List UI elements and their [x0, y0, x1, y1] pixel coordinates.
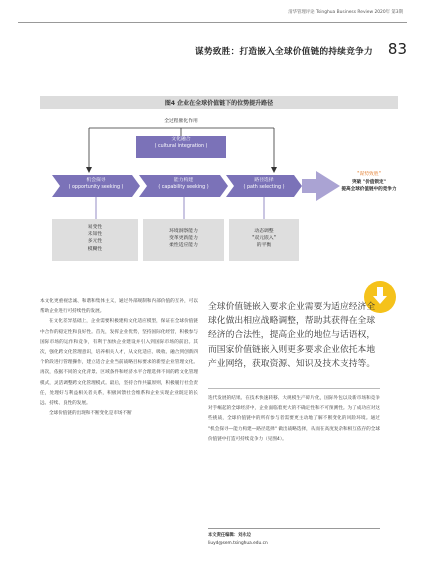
stage-capability-label: [143, 178, 224, 192]
editor-name: 本文责任编辑：刘永边: [208, 533, 251, 538]
page-number: 83: [387, 40, 407, 58]
right-column: [208, 394, 380, 445]
journal-header: 清华管理评论 Tsinghua Business Review 2020年 第3期: [288, 10, 403, 15]
left-paragraph-1: 本文化更重视忠诚、和谐和集体主义，通过外部规制和内部价值的互补，可以帮助企业进行可持续性的发展。: [40, 299, 198, 315]
outcome-label: [340, 172, 398, 193]
catalyst-arrowhead-right: [271, 167, 277, 173]
culture-en: ( cultural integration ): [154, 143, 208, 149]
trait-2: 未知性: [87, 232, 103, 238]
trait-4: 模糊性: [87, 246, 103, 252]
header-rule: [18, 22, 407, 23]
pull-quote-rule: [208, 388, 380, 389]
capability-3: 柔性适应能力: [169, 243, 198, 249]
stage-capability-cn: 能力构建: [173, 178, 194, 183]
stage-opportunity-en: ( opportunity seeking ): [68, 184, 124, 190]
left-column: [40, 297, 198, 419]
right-paragraph: 迭代发展的结果。在技术快速转移、大规模生产碎片化，国际外包以及新市场和竞争对手崛起的全球经济中，企业面临着更大的不确定性和不可预测性。为了成功应对这些挑战，全球价值链中的所有参与者需要更主动地了解不断变化的风险环境。通过 "机会探寻—能力构建—路径选择" 做出战略选择，从而在高度复杂和相互依存的全球价值链中打造可持续竞争力（见图4）。: [208, 396, 380, 442]
stage-path-cn: 路径选择: [254, 178, 274, 183]
stage-path-label: [230, 178, 298, 192]
stage-opportunity-label: [56, 178, 136, 192]
outcome-motto: "谋势致胜": [357, 172, 381, 177]
box-capability-text: [143, 228, 224, 250]
outcome-breakthrough: 突破 "价值锁定": [352, 179, 386, 185]
editor-credit: [208, 532, 268, 548]
left-paragraph-2: 在文化差异基础上，企业需要积极建构文化适应模型，保证在全球价值链中合作的稳定性和良好性。首先，发挥企业优势，坚持国际化经营，积极参与国际市场的运作和竞争，有利于加快企业建设并引入到国际市场的前沿。其次，强化跨文化管理意识，培养相关人才，从文化适应、吸收、融合到创新四个阶段进行管理操作，建立适合企业当前战略目标要求的新型企业管理文化。再次，依据不同的文化背景、区域条件和经济水平合理选择不同的跨文化管理模式，灵活调整跨文化管理模式。最后，坚持合作共赢原则，积极履行社会责任，处理好与利益相关者关系，积极回馈社会维系和企业实现企业既定的长远、持续、良性的发展。: [40, 319, 198, 407]
box-path-text: [229, 228, 299, 250]
stage-capability-en: ( capability seeking ): [158, 184, 209, 190]
figure-title-bar: [40, 96, 398, 109]
stage-opportunity-cn: 机会探寻: [86, 178, 106, 183]
stage-path-en: ( path selecting ): [243, 184, 285, 190]
editor-rule: [208, 528, 380, 529]
figure-diagram: [40, 112, 398, 282]
editor-email: liuyd@sem.tsinghua.edu.cn: [208, 541, 268, 546]
culture-cn: 文化融合: [171, 137, 191, 142]
outcome-competitiveness: 提高全球价值链中的竞争力: [341, 187, 397, 193]
catalyst-arrowhead-left: [86, 167, 92, 173]
culture-label: [136, 137, 226, 151]
capability-1: 环境洞察能力: [169, 229, 198, 234]
top-catalyst-label: 全过程催化作用: [164, 119, 198, 124]
path-1: 动态调整: [254, 229, 274, 234]
left-paragraph-3: 全球价值链的出现和不断变化是市场不断: [49, 411, 132, 417]
box-opportunity-text: [52, 224, 138, 253]
figure-title: 图4 企业在全球价值链下的位势提升路径: [164, 100, 274, 107]
path-3: 的平衡: [256, 243, 272, 249]
outcome-arrow: [302, 171, 340, 201]
pull-quote: 全球价值链嵌入要求企业需要为适应经济全球化做出相应战略调整，帮助其获得在全球经济的合法性，提高企业的地位与话语权，而国家价值链嵌入则更多要求企业依托本地产业网络，获取资源、知识及技术支持等。: [208, 302, 376, 369]
trait-1: 易变性: [87, 225, 103, 230]
capability-2: 变革更新能力: [169, 236, 198, 242]
trait-3: 多元性: [87, 239, 103, 245]
section-title: 谋势致胜：打造嵌入全球价值链的持续竞争力: [195, 47, 373, 57]
path-2: "双元嵌入": [252, 236, 276, 242]
